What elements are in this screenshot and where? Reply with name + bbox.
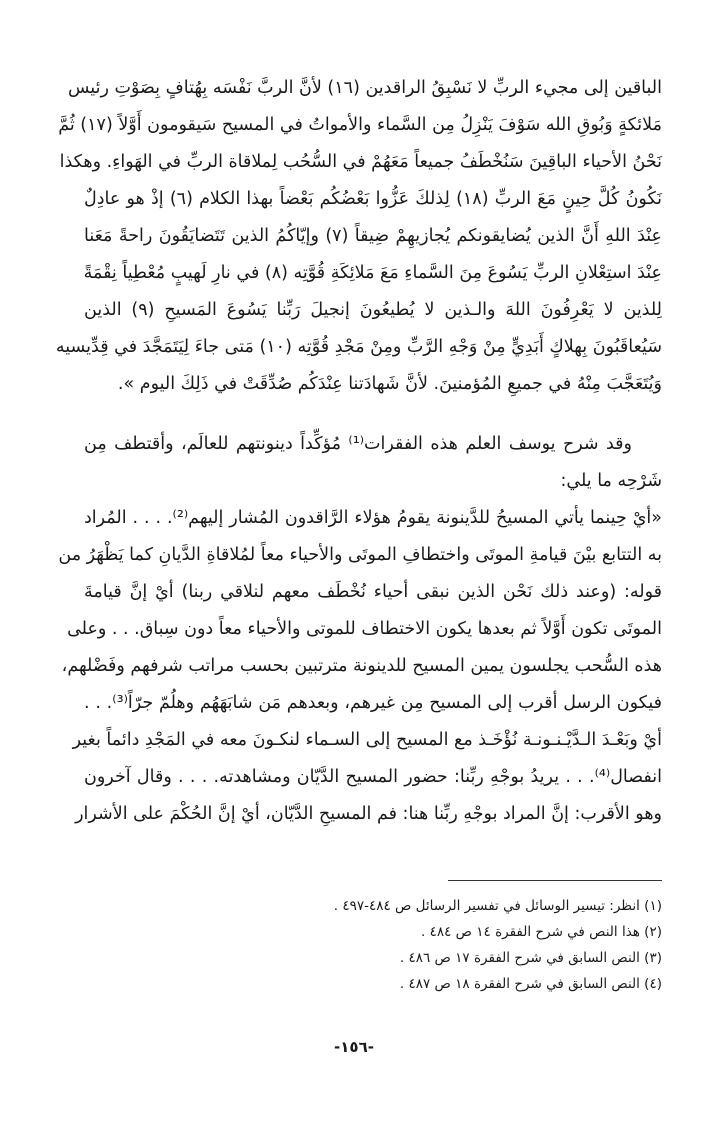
text-line: عِنْدَ استِعْلانِ الربِّ يَسُوعَ مِنَ السَّماءِ مَعَ مَلائِكَةِ قُوَّتِه (٨) في نارِ لَهيبٍ مُعْطِياً نِقْمَةً xyxy=(83,263,662,283)
text-line: الموتَى تكون أَوَّلاً ثم بعدها يكون الاختطاف للموتى والأحياء معاً دون سِباق. . . وعلى xyxy=(67,619,662,639)
footnote-separator xyxy=(448,880,662,881)
text-line: قوله: (وعند ذلك نَحْن الذين نبقى أحياء نُخْطَف معهم لنلاقي ربنا) أيْ إنَّ قيامةَ xyxy=(84,582,662,602)
footnote: (١) انظر: تيسير الوسائل في تفسير الرسائل ص ٤٨٤-٤٩٧ . xyxy=(333,898,662,914)
text-line: شَرْحِه ما يلي: xyxy=(560,471,662,491)
text-line: مَلائكةٍ وَبُوقِ الله سَوْفَ يَنْزِلُ مِن السَّماء والأمواتُ في المسيح سَيقومون أَوَّلاً (١٧) ثُمَّ xyxy=(58,115,662,135)
text-line: به التتابع بيْنَ قيامةِ الموتَى واختطافِ الموتَى والأحياء معاً لمُلاقاةِ الدَّيانِ كما يَظْهَرُ من xyxy=(58,545,662,565)
text-line: وهو الأقرب: إنَّ المراد بوجْهِ ربِّنا هنا: فم المسيحِ الدَّيّان، أيْ إنَّ الحُكْمَ على الأشرار xyxy=(75,804,662,824)
text-line: أيْ وبَعْـدَ الـدَّيْـنـونـة نُؤْخَـذ مع المسيح إلى السـماء لنكـونَ معه في المَجْدِ دائماً بغير xyxy=(72,730,662,750)
footnotes xyxy=(120,893,662,997)
text-line: سَيُعاقَبُونَ بِهلاكٍ أَبَدِيٍّ مِنْ وَجْهِ الرَّبِّ ومِنْ مَجْدِ قُوَّتِه (١٠) مَتى جاءَ لِيَتَمَجَّدَ في قِدِّيسيه xyxy=(55,337,662,357)
text-line: عِنْدَ اللهِ أَنَّ الذين يُضايقونكم يُجازيهِمْ ضِيقاً (٧) وإيّاكُمُ الذين تَتَضايَقُونَ راحةً مَعَنا xyxy=(84,226,662,246)
text-line: وقد شرح يوسف العلم هذه الفقرات⁽¹⁾ مُؤكِّداً دينونتهم للعالَم، وأقتطف مِن xyxy=(84,434,632,454)
text-line: فيكون الرسل أقرب إلى المسيح مِن غيرهم، وبعدهم مَن شابَهَهُم وهلُمّ جرّاً⁽³⁾. . . xyxy=(84,693,662,713)
text-line: الباقين إلى مجيء الربِّ لا نَسْبِقُ الراقدين (١٦) لأنَّ الربَّ نَفْسَه بِهُتافٍ بِصَوْتِ رئيس xyxy=(68,78,662,98)
page-number: -١٥٦- xyxy=(334,1038,374,1056)
footnote: (٢) هذا النص في شرح الفقرة ١٤ ص ٤٨٤ . xyxy=(421,924,662,940)
footnote: (٣) النص السابق في شرح الفقرة ١٧ ص ٤٨٦ . xyxy=(399,950,662,966)
text-line: «أيْ حِينما يأتي المسيحُ للدَّينونة يقومُ هؤلاء الرَّاقدون المُشار إليهم⁽²⁾. . . . المُراد xyxy=(84,508,662,528)
text-line: نَحْنُ الأحياء الباقِينَ سَنُخْطَفُ جميعاً مَعَهُمْ في السُّحُب لِملاقاة الربِّ في الهَواءِ. وهكذا xyxy=(59,152,662,172)
text-line: انفصال⁽⁴⁾. . . يريدُ بوجْهِ ربِّنا: حضور المسيح الدَّيّان ومشاهدته. . . . وقال آخرون xyxy=(84,767,662,787)
text-line: نَكُونُ كُلَّ حِينٍ مَعَ الربِّ (١٨) لِذلكَ عَزُّوا بَعْضُكُم بَعْضاً بهذا الكلام (٦) إذْ هو عادِلٌ xyxy=(84,189,662,209)
text-line: هذه السُّحب يجلسون يمين المسيح للدينونة مترتبين بحسب مراتب شرفهم وفَضْلهم، xyxy=(61,656,662,676)
text-line: لِلذين لا يَعْرِفُونَ اللهَ والـذين لا يُطيعُونَ إنجيلَ رَبِّنا يَسُوعَ المَسيحِ (٩) الذين xyxy=(84,300,662,320)
commentary-paragraph xyxy=(58,426,662,833)
footnote: (٤) النص السابق في شرح الفقرة ١٨ ص ٤٨٧ . xyxy=(399,976,662,992)
text-line: وَيُتَعَجَّبَ مِنْهُ في جميعِ المُؤمنينَ. لأنَّ شَهادَتنا عِنْدَكُم صُدِّقَتْ في ذَلِكَ اليوم ». xyxy=(117,374,662,394)
scripture-quotation xyxy=(55,70,662,403)
